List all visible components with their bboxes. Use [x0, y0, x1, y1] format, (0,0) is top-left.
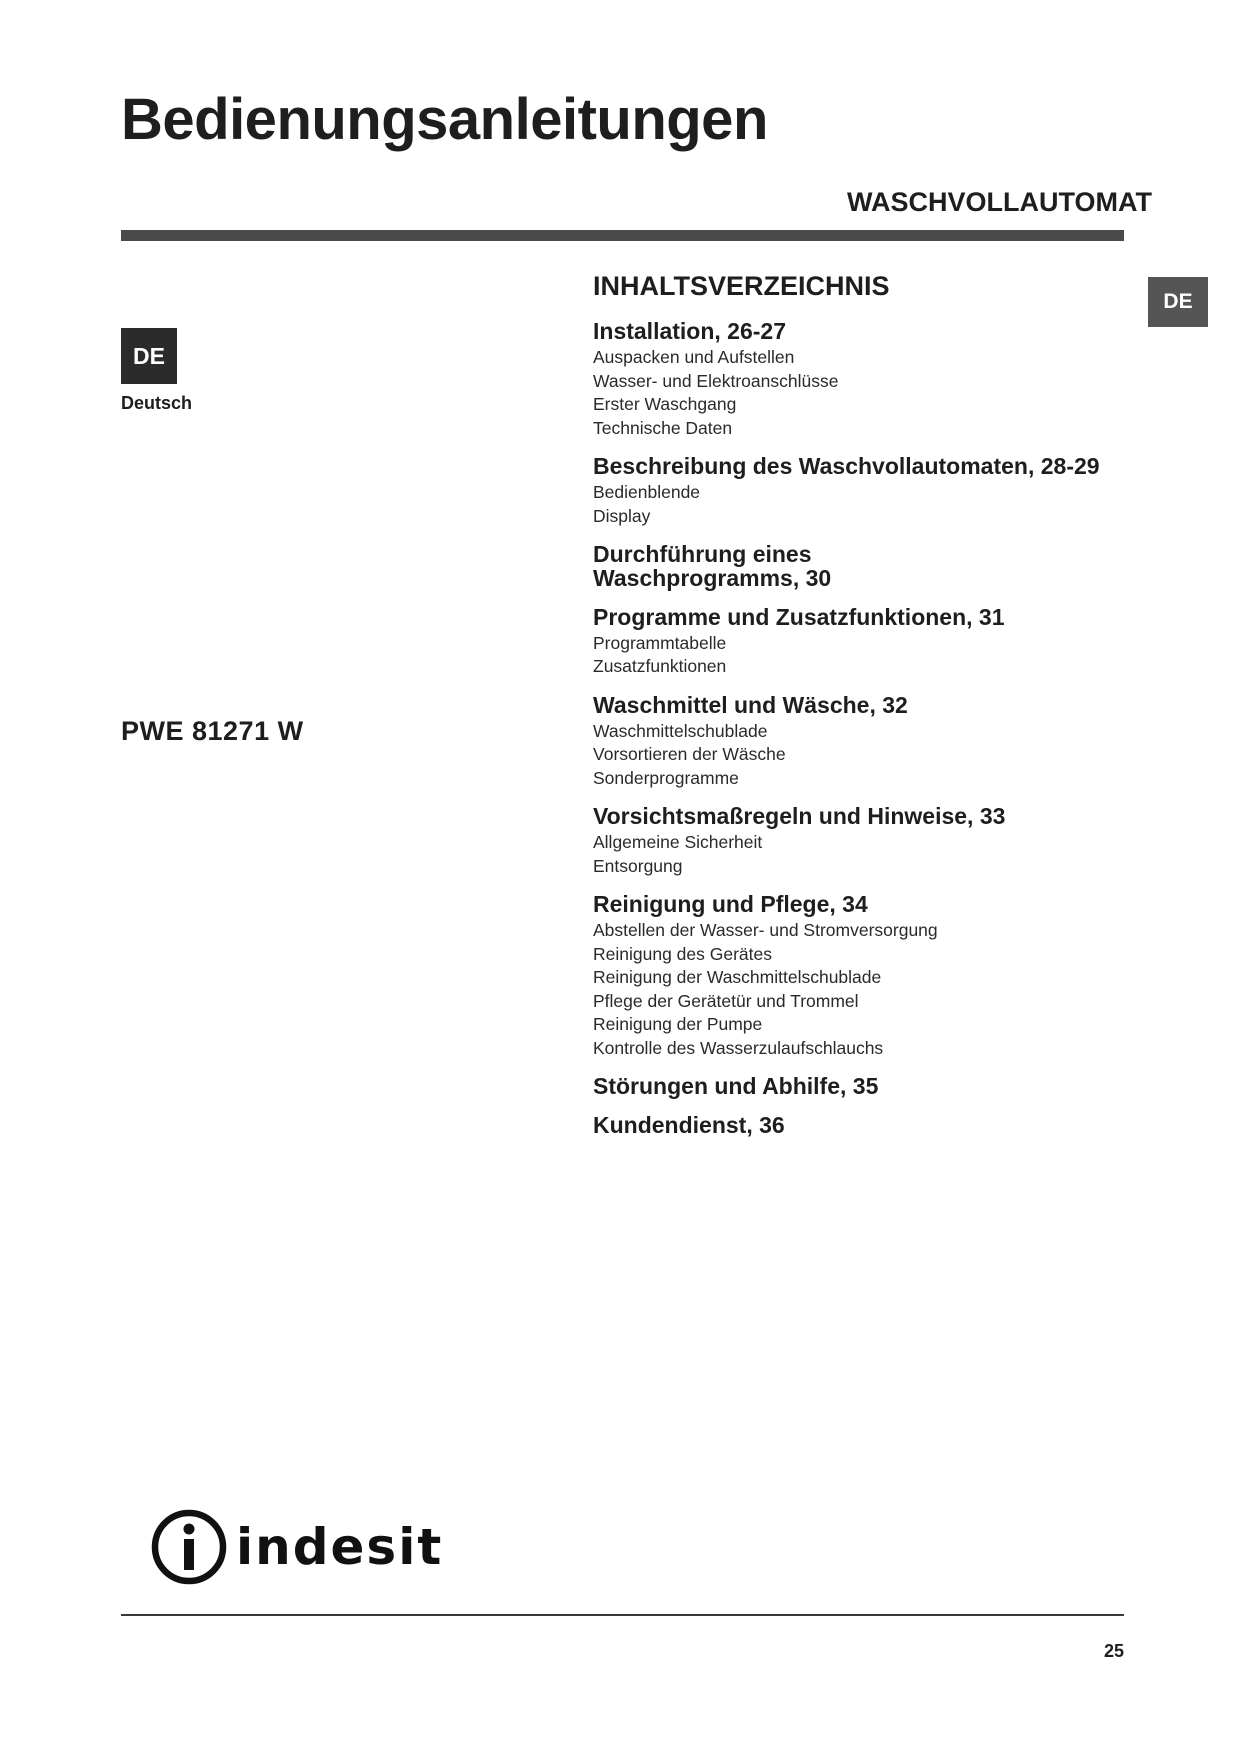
toc-sections	[593, 320, 1173, 1138]
toc-section	[593, 455, 1173, 528]
brand-logo-mark-icon	[150, 1508, 228, 1586]
toc-subitem: Sonderprogramme	[593, 767, 739, 788]
toc-section-heading: Vorsichtsmaßregeln und Hinweise, 33	[593, 803, 1006, 830]
language-name: Deutsch	[121, 393, 193, 413]
footer-rule	[121, 1614, 1124, 1616]
toc-section	[593, 320, 1173, 440]
toc-section	[593, 1114, 1173, 1138]
toc-section-heading: Beschreibung des Waschvollautomaten, 28-29	[593, 453, 1100, 480]
toc-section	[593, 805, 1173, 878]
toc-subitem: Erster Waschgang	[593, 394, 737, 415]
toc-section-heading: Programme und Zusatzfunktionen, 31	[593, 604, 1005, 631]
toc-section-heading: Waschmittel und Wäsche, 32	[593, 691, 908, 718]
document-type: WASCHVOLLAUTOMAT	[847, 187, 1152, 217]
toc-subitem: Vorsortieren der Wäsche	[593, 744, 786, 765]
toc-subitem: Waschmittelschublade	[593, 720, 768, 741]
toc-subitem: Kontrolle des Wasserzulaufschlauchs	[593, 1037, 884, 1058]
toc-section-heading: Störungen und Abhilfe, 35	[593, 1073, 879, 1100]
toc-section	[593, 893, 1173, 1060]
page-number: 25	[1103, 1641, 1124, 1661]
toc-subitem: Auspacken und Aufstellen	[593, 347, 795, 368]
toc-subitem: Reinigung der Pumpe	[593, 1014, 763, 1035]
toc-subitem: Bedienblende	[593, 482, 701, 503]
brand-logo	[150, 1508, 443, 1586]
toc-subitem: Reinigung der Waschmittelschublade	[593, 967, 882, 988]
toc-subitem: Allgemeine Sicherheit	[593, 832, 763, 853]
toc-section-heading: Reinigung und Pflege, 34	[593, 891, 868, 918]
toc-subitem: Display	[593, 505, 651, 526]
toc-section-heading: Durchführung eines Waschprogramms, 30	[593, 541, 832, 592]
toc-section-heading: Installation, 26-27	[593, 318, 787, 345]
toc-subitem: Technische Daten	[593, 417, 733, 438]
toc-subitem: Entsorgung	[593, 855, 683, 876]
language-badge: DE	[121, 328, 177, 384]
toc-subitem: Wasser- und Elektroanschlüsse	[593, 370, 839, 391]
page-title: Bedienungsanleitungen	[121, 87, 768, 152]
toc-title: INHALTSVERZEICHNIS	[593, 271, 890, 301]
toc-section	[593, 543, 1173, 591]
toc-section	[593, 691, 1173, 790]
toc-subitem: Programmtabelle	[593, 632, 727, 653]
toc-subitem: Pflege der Gerätetür und Trommel	[593, 990, 859, 1011]
table-of-contents	[593, 270, 1173, 1153]
toc-section-heading: Kundendienst, 36	[593, 1112, 785, 1139]
toc-section	[593, 606, 1173, 679]
header-rule	[121, 230, 1124, 241]
toc-subitem: Abstellen der Wasser- und Stromversorgung	[593, 920, 938, 941]
language-tab: DE	[1148, 277, 1208, 327]
toc-subitem: Zusatzfunktionen	[593, 656, 727, 677]
model-number: PWE 81271 W	[121, 716, 304, 746]
toc-subitem: Reinigung des Gerätes	[593, 943, 772, 964]
toc-section	[593, 1075, 1173, 1099]
brand-wordmark: indesit	[236, 1518, 444, 1576]
